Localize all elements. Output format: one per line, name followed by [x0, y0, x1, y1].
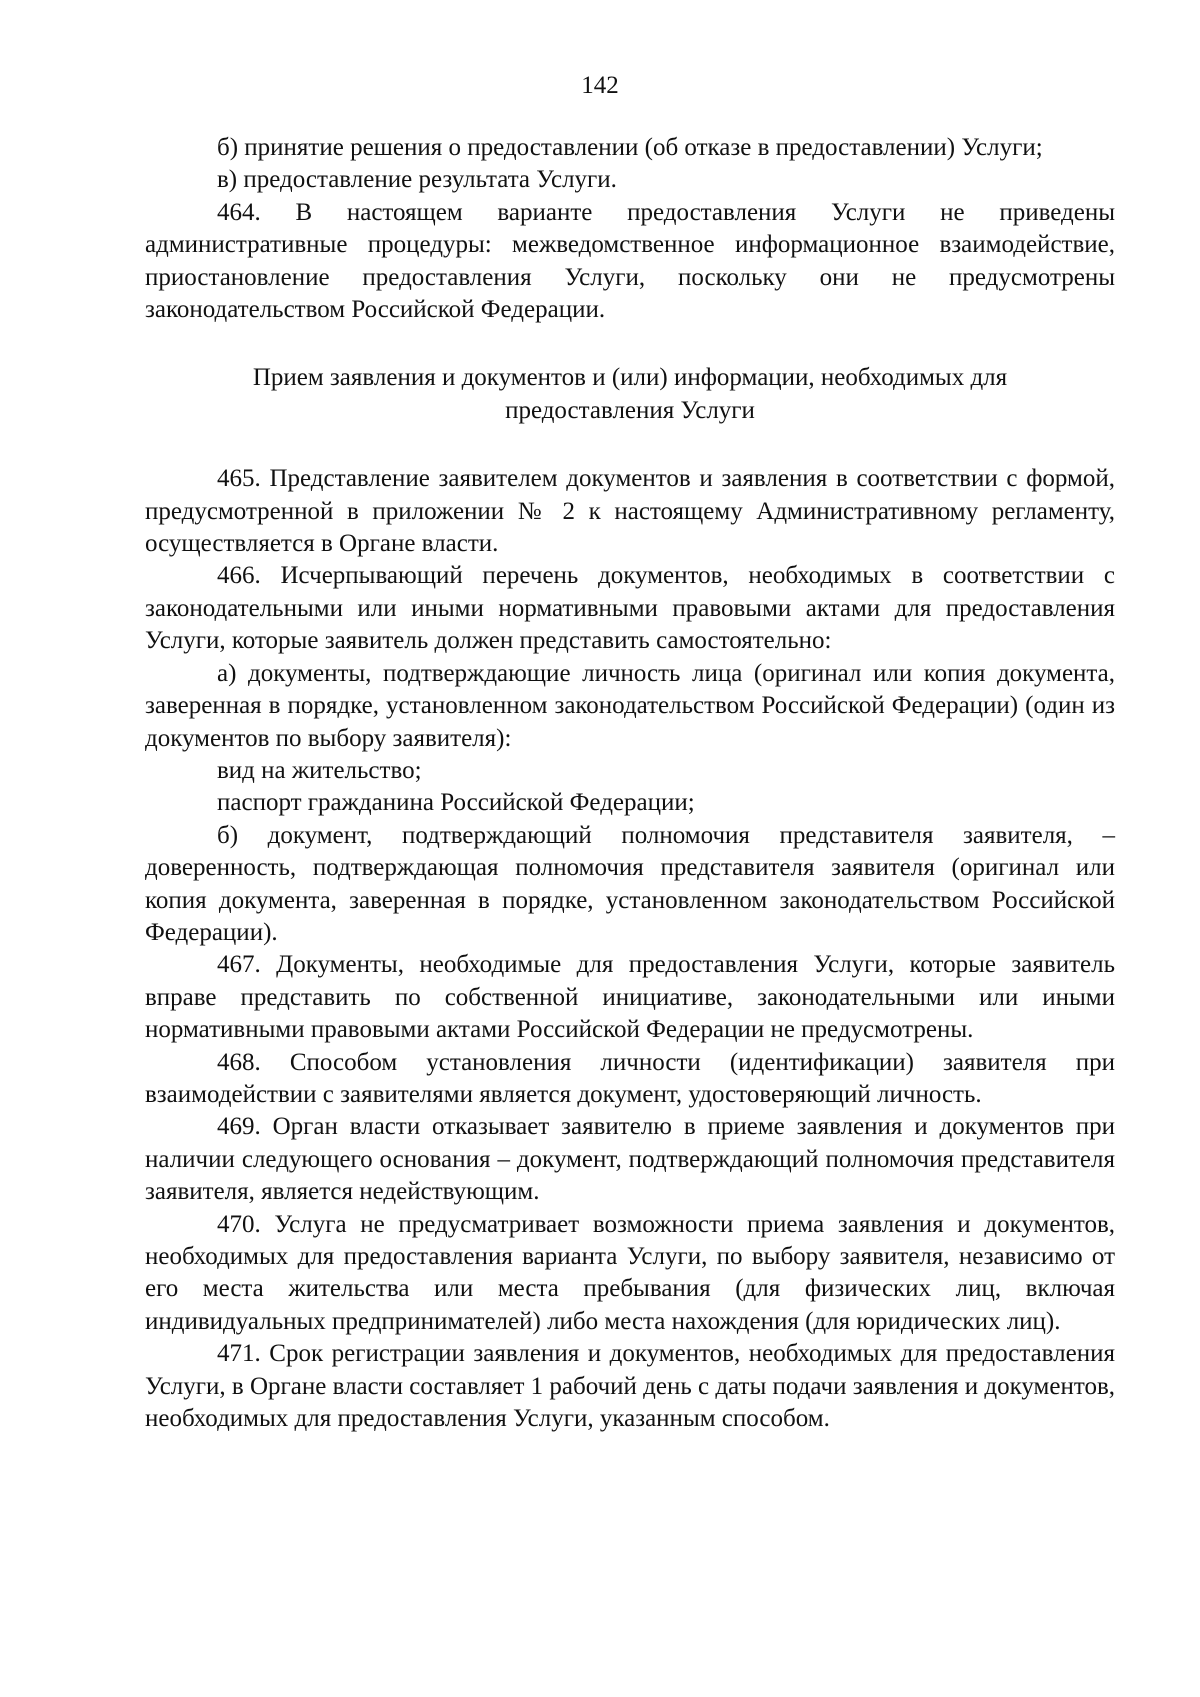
paragraph-466-item-b: б) документ, подтверждающий полномочия представителя заявителя, – доверенность, подтверждающая полномочия представителя заявителя (оригинал или копия документа, заверенная в порядке, установленном законодательством Российской Федерации). — [145, 821, 1115, 946]
page-number: 142 — [581, 72, 619, 99]
paragraph-item-b-decision: б) принятие решения о предоставлении (об отказе в предоставлении) Услуги; — [217, 134, 1043, 161]
document-body — [145, 132, 1115, 1435]
paragraph-467: 467. Документы, необходимые для предоставления Услуги, которые заявитель вправе представить по собственной инициативе, законодательными или иными нормативными правовыми актами Российской Федерации не предусмотрены. — [145, 951, 1115, 1044]
paragraph-469: 469. Орган власти отказывает заявителю в приеме заявления и документов при наличии следующего основания – документ, подтверждающий полномочия представителя заявителя, является недействующим. — [145, 1113, 1115, 1206]
paragraph-468: 468. Способом установления личности (идентификации) заявителя при взаимодействии с заявителями является документ, удостоверяющий личность. — [145, 1048, 1115, 1108]
paragraph-464: 464. В настоящем варианте предоставления Услуги не приведены административные процедуры: межведомственное информационное взаимодействие, приостановление предоставления Услуги, поскольку они не предусмотрены законодательством Российской Федерации. — [145, 198, 1115, 324]
paragraph-470: 470. Услуга не предусматривает возможности приема заявления и документов, необходимых для предоставления варианта Услуги, по выбору заявителя, независимо от его места жительства или места пребывания (для физических лиц, включая индивидуальных предпринимателей) либо места нахождения (для юридических лиц). — [145, 1210, 1115, 1335]
paragraph-466-item-a: а) документы, подтверждающие личность лица (оригинал или копия документа, заверенная в порядке, установленном законодательством Российской Федерации) (один из документов по выбору заявителя): — [145, 659, 1115, 752]
list-item-passport: паспорт гражданина Российской Федерации; — [217, 789, 695, 817]
list-item-residence-permit: вид на жительство; — [217, 756, 422, 784]
paragraph-466: 466. Исчерпывающий перечень документов, необходимых в соответствии с законодательными или иными нормативными правовыми актами для предоставления Услуги, которые заявитель должен представить самостоятельно: — [145, 562, 1115, 655]
paragraph-item-v-result: в) предоставление результата Услуги. — [217, 166, 617, 194]
paragraph-471: 471. Срок регистрации заявления и документов, необходимых для предоставления Услуги, в Органе власти составляет 1 рабочий день с даты подачи заявления и документов, необходимых для предоставления Услуги, указанным способом. — [145, 1340, 1115, 1433]
paragraph-465: 465. Представление заявителем документов и заявления в соответствии с формой, предусмотренной в приложении № 2 к настоящему Административному регламенту, осуществляется в Органе власти. — [145, 465, 1115, 558]
section-heading: Прием заявления и документов и (или) информации, необходимых для предоставления Услуги — [252, 364, 1008, 424]
